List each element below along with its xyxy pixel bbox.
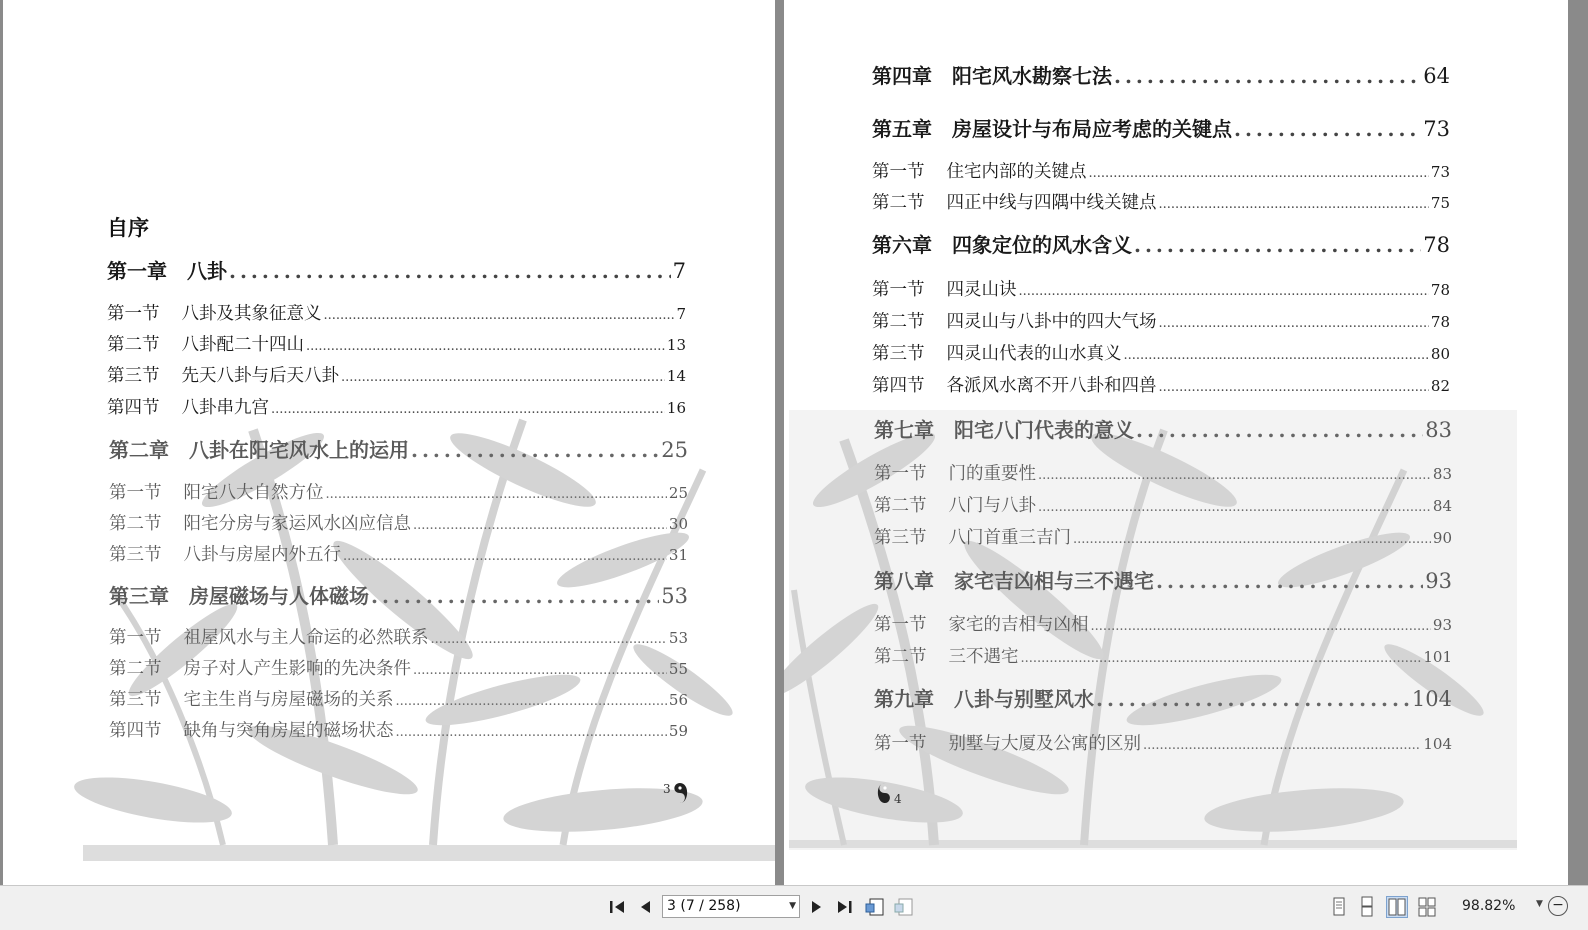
toc-entry-page: 75 (1430, 194, 1450, 212)
toc-leader-dots (413, 518, 667, 533)
book-view-icon[interactable] (1416, 896, 1438, 918)
toc-entry-number: 第七章 (874, 418, 934, 442)
toc-entry-page: 101 (1423, 648, 1452, 666)
toc-section-entry[interactable] (107, 394, 686, 419)
toc-entry-title: 房子对人产生影响的先决条件 (183, 659, 411, 679)
toc-section-entry[interactable] (109, 479, 688, 504)
toc-entry-title: 四象定位的风水含义 (952, 233, 1132, 257)
toc-section-entry[interactable] (872, 340, 1450, 365)
toc-leader-dots (396, 725, 667, 740)
toc-entry-page: 64 (1423, 64, 1450, 88)
toc-leader-dots (229, 259, 671, 283)
toc-entry-page: 84 (1432, 497, 1452, 515)
toc-leader-dots (341, 370, 665, 385)
toc-section-entry[interactable] (872, 158, 1450, 183)
toc-leader-dots (1159, 316, 1429, 331)
toc-chapter-entry[interactable] (874, 565, 1452, 594)
fit-width-icon[interactable] (893, 896, 915, 918)
chevron-down-icon[interactable]: ▼ (789, 901, 796, 911)
toc-leader-dots (1143, 738, 1421, 753)
toc-entry-title: 阳宅风水勘察七法 (952, 64, 1112, 88)
toc-left (3, 0, 775, 896)
toc-entry-number: 第二节 (107, 335, 160, 355)
page-number: 4 (894, 792, 902, 806)
yin-yang-icon (671, 782, 689, 804)
toc-section-entry[interactable] (109, 686, 688, 711)
toc-entry-page: 93 (1432, 616, 1452, 634)
toc-entry-title: 八卦配二十四山 (181, 335, 304, 355)
toc-entry-number: 第三节 (872, 344, 925, 364)
toc-entry-number: 第四节 (109, 721, 162, 741)
toc-entry-number: 第三节 (874, 528, 927, 548)
zoom-out-icon[interactable]: − (1548, 896, 1568, 916)
toc-section-entry[interactable] (109, 655, 688, 680)
toc-entry-page: 90 (1432, 529, 1452, 547)
toc-entry-page: 16 (666, 399, 686, 417)
toc-entry-page: 14 (666, 367, 686, 385)
toc-leader-dots (1073, 532, 1431, 547)
toc-entry-page: 93 (1425, 569, 1452, 593)
toc-chapter-entry[interactable] (874, 414, 1452, 443)
toc-chapter-entry[interactable] (109, 580, 688, 609)
toc-entry-page: 78 (1423, 233, 1450, 257)
toc-entry-title: 八卦与房屋内外五行 (183, 545, 341, 565)
toc-entry-title: 家宅的吉相与凶相 (948, 615, 1089, 635)
toc-section-entry[interactable] (872, 276, 1450, 301)
toc-section-entry[interactable] (109, 541, 688, 566)
toc-entry-page: 104 (1411, 687, 1452, 711)
toc-chapter-entry[interactable] (872, 60, 1450, 89)
toc-entry-title: 八卦 (187, 259, 227, 283)
toc-entry-title: 缺角与突角房屋的磁场状态 (183, 721, 394, 741)
toc-entry-number: 第一节 (874, 734, 927, 754)
toc-entry-number: 第三节 (107, 366, 160, 386)
toc-section-entry[interactable] (107, 362, 686, 387)
toc-section-entry[interactable] (874, 643, 1452, 668)
toc-leader-dots (1136, 418, 1423, 442)
toc-entry-title: 家宅吉凶相与三不遇宅 (954, 569, 1154, 593)
toc-entry-number: 第一节 (109, 628, 162, 648)
toc-leader-dots (1096, 687, 1410, 711)
toc-entry-page: 56 (668, 691, 688, 709)
page-number: 3 (663, 782, 671, 796)
toc-right (784, 0, 1568, 896)
fit-page-icon[interactable] (864, 896, 886, 918)
toc-entry-page: 59 (668, 722, 688, 740)
toc-leader-dots (371, 584, 659, 608)
toc-chapter-entry[interactable] (872, 229, 1450, 258)
toc-section-entry[interactable] (874, 730, 1452, 755)
toc-entry-title: 八门首重三吉门 (948, 528, 1071, 548)
toc-leader-dots (1019, 284, 1429, 299)
toc-entry-number: 第三节 (109, 545, 162, 565)
toc-entry-page: 53 (661, 584, 688, 608)
toc-entry-number: 第六章 (872, 233, 932, 257)
page-number-value: 3 (7 / 258) (667, 898, 741, 914)
page-3 (3, 0, 775, 896)
toc-section-entry[interactable] (109, 510, 688, 535)
toc-entry-number: 第二节 (872, 193, 925, 213)
single-page-icon[interactable] (1328, 896, 1350, 918)
toc-leader-dots (271, 402, 665, 417)
toc-entry-number: 第一节 (874, 615, 927, 635)
toc-entry-title: 先天八卦与后天八卦 (181, 366, 339, 386)
toc-entry-title: 阳宅八门代表的意义 (954, 418, 1134, 442)
toc-leader-dots (1134, 233, 1421, 257)
toc-section-entry[interactable] (109, 717, 688, 742)
toc-leader-dots (1038, 468, 1431, 483)
toc-entry-title: 四灵山诀 (946, 280, 1017, 300)
toc-entry-page: 80 (1430, 345, 1450, 363)
toc-entry-page: 25 (668, 484, 688, 502)
preface-heading[interactable]: 自序 (107, 215, 149, 240)
toc-entry-title: 房屋设计与布局应考虑的关键点 (952, 117, 1232, 141)
toc-entry-title: 阳宅分房与家运风水凶应信息 (183, 514, 411, 534)
toc-entry-title: 阳宅八大自然方位 (183, 483, 324, 503)
toc-leader-dots (413, 663, 667, 678)
toc-entry-title: 门的重要性 (948, 464, 1036, 484)
toc-section-entry[interactable] (874, 611, 1452, 636)
toc-entry-number: 第一节 (874, 464, 927, 484)
toc-section-entry[interactable] (872, 308, 1450, 333)
toc-entry-page: 78 (1430, 281, 1450, 299)
toc-section-entry[interactable] (874, 460, 1452, 485)
toc-entry-page: 31 (668, 546, 688, 564)
toc-entry-title: 八卦及其象征意义 (181, 304, 322, 324)
navigation-toolbar (0, 885, 1588, 930)
toc-entry-number: 第一节 (872, 162, 925, 182)
toc-leader-dots (1038, 500, 1431, 515)
chevron-down-icon[interactable]: ▼ (1536, 899, 1543, 909)
toc-entry-number: 第四章 (872, 64, 932, 88)
toc-entry-page: 83 (1425, 418, 1452, 442)
toc-entry-page: 7 (672, 259, 686, 283)
toc-entry-page: 83 (1432, 465, 1452, 483)
toc-leader-dots (1091, 619, 1431, 634)
toc-entry-number: 第八章 (874, 569, 934, 593)
toc-entry-page: 78 (1430, 313, 1450, 331)
toc-leader-dots (1089, 166, 1429, 181)
toc-entry-title: 四正中线与四隅中线关键点 (946, 193, 1157, 213)
toc-entry-number: 第三章 (109, 584, 169, 608)
toc-entry-title: 住宅内部的关键点 (946, 162, 1087, 182)
toc-entry-number: 第四节 (107, 398, 160, 418)
toc-entry-page: 13 (666, 336, 686, 354)
toc-entry-title: 各派风水离不开八卦和四兽 (946, 376, 1157, 396)
toc-entry-page: 25 (661, 438, 688, 462)
toc-entry-page: 55 (668, 660, 688, 678)
toc-entry-title: 八门与八卦 (948, 496, 1036, 516)
toc-leader-dots (1021, 651, 1422, 666)
toc-entry-title: 祖屋风水与主人命运的必然联系 (183, 628, 429, 648)
toc-entry-title: 别墅与大厦及公寓的区别 (948, 734, 1141, 754)
toc-entry-number: 第二节 (109, 514, 162, 534)
toc-entry-page: 53 (668, 629, 688, 647)
toc-leader-dots (343, 549, 667, 564)
toc-entry-number: 第一节 (109, 483, 162, 503)
toc-chapter-entry[interactable] (109, 434, 688, 463)
toc-entry-number: 第一章 (107, 259, 167, 283)
last-page-icon[interactable] (834, 896, 856, 918)
toc-entry-number: 第二节 (872, 312, 925, 332)
toc-entry-title: 八卦在阳宅风水上的运用 (189, 438, 409, 462)
toc-entry-number: 第二节 (874, 496, 927, 516)
toc-section-entry[interactable] (872, 372, 1450, 397)
toc-leader-dots (1159, 380, 1429, 395)
toc-leader-dots (1159, 197, 1429, 212)
toc-entry-number: 第三节 (109, 690, 162, 710)
toc-entry-title: 三不遇宅 (948, 647, 1019, 667)
toc-chapter-entry[interactable] (874, 683, 1452, 712)
page-4 (784, 0, 1568, 896)
page-number-field[interactable] (662, 895, 800, 918)
toc-entry-number: 第五章 (872, 117, 932, 141)
toc-leader-dots (326, 487, 667, 502)
toc-leader-dots (306, 339, 665, 354)
toc-section-entry[interactable] (107, 331, 686, 356)
toc-chapter-entry[interactable] (872, 113, 1450, 142)
toc-entry-page: 104 (1423, 735, 1452, 753)
toc-entry-title: 房屋磁场与人体磁场 (189, 584, 369, 608)
toc-entry-number: 第一节 (107, 304, 160, 324)
toc-section-entry[interactable] (874, 524, 1452, 549)
toc-leader-dots (1124, 348, 1429, 363)
toc-entry-number: 第二节 (109, 659, 162, 679)
toc-entry-page: 73 (1430, 163, 1450, 181)
toc-leader-dots (324, 308, 675, 323)
first-page-icon[interactable] (606, 896, 628, 918)
facing-icon[interactable] (1386, 896, 1408, 918)
next-page-icon[interactable] (806, 896, 828, 918)
toc-entry-number: 第一节 (872, 280, 925, 300)
toc-section-entry[interactable] (109, 624, 688, 649)
toc-leader-dots (431, 632, 667, 647)
toc-section-entry[interactable] (107, 300, 686, 325)
toc-entry-page: 30 (668, 515, 688, 533)
toc-entry-title: 四灵山代表的山水真义 (946, 344, 1122, 364)
toc-leader-dots (1156, 569, 1423, 593)
toc-entry-number: 第二章 (109, 438, 169, 462)
toc-entry-page: 82 (1430, 377, 1450, 395)
toc-section-entry[interactable] (872, 189, 1450, 214)
yin-yang-icon (876, 782, 894, 804)
toc-leader-dots (411, 438, 659, 462)
zoom-level[interactable]: 98.82% (1462, 898, 1516, 914)
toc-entry-title: 八卦与别墅风水 (954, 687, 1094, 711)
toc-entry-page: 7 (676, 305, 686, 323)
toc-leader-dots (396, 694, 667, 709)
toc-chapter-entry[interactable] (107, 255, 686, 284)
toc-leader-dots (1114, 64, 1421, 88)
toc-section-entry[interactable] (874, 492, 1452, 517)
toc-entry-title: 四灵山与八卦中的四大气场 (946, 312, 1157, 332)
continuous-icon[interactable] (1356, 896, 1378, 918)
toc-leader-dots (1234, 117, 1421, 141)
toc-entry-title: 八卦串九宫 (181, 398, 269, 418)
toc-entry-title: 宅主生肖与房屋磁场的关系 (183, 690, 394, 710)
toc-entry-number: 第二节 (874, 647, 927, 667)
toc-entry-number: 第四节 (872, 376, 925, 396)
prev-page-icon[interactable] (634, 896, 656, 918)
toc-entry-number: 第九章 (874, 687, 934, 711)
toc-entry-page: 73 (1423, 117, 1450, 141)
